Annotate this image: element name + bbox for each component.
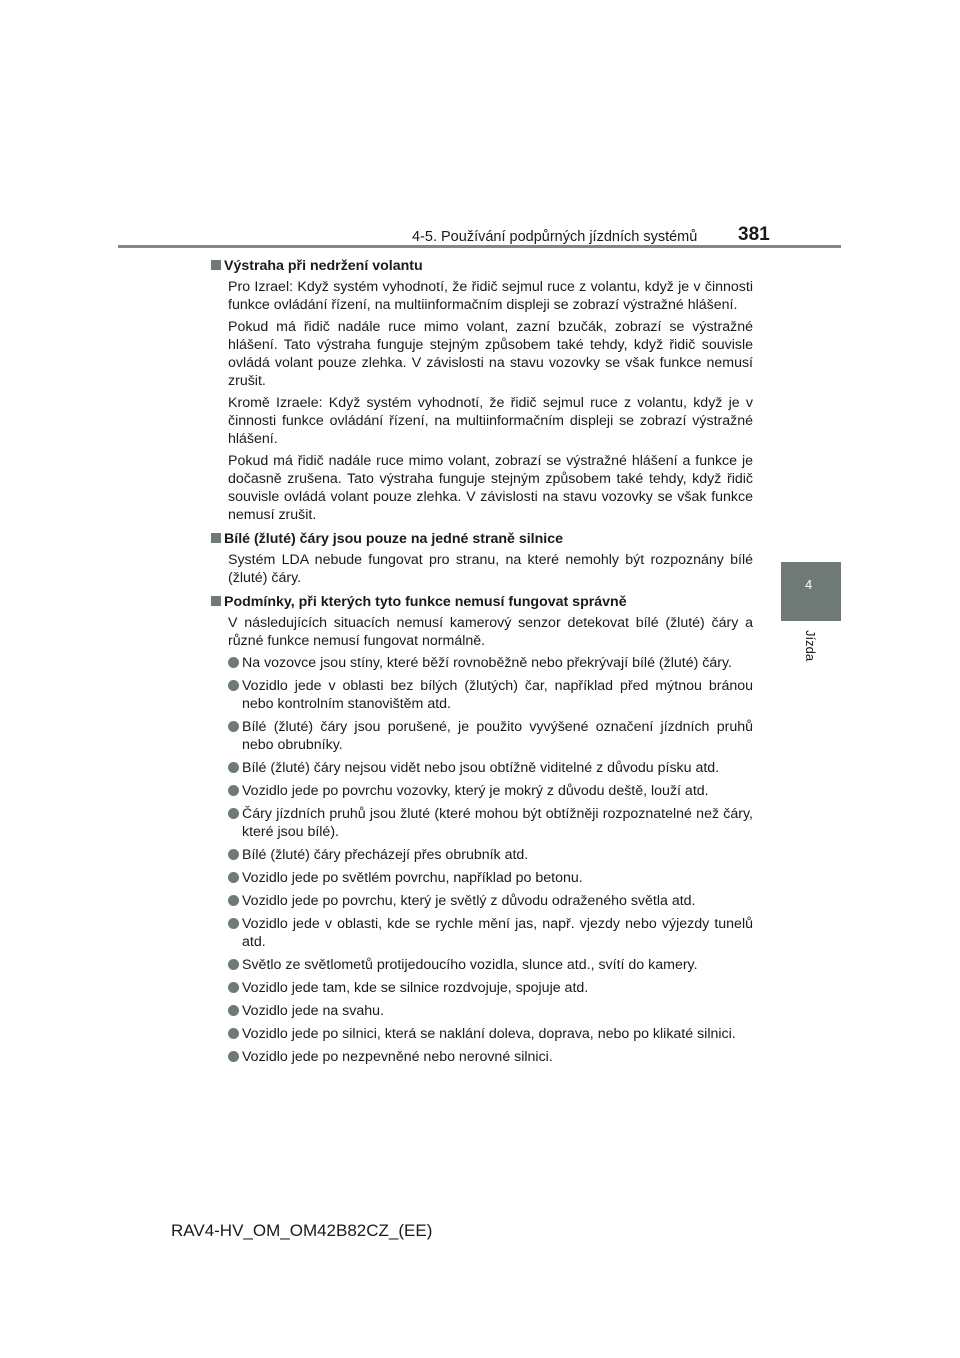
paragraph: Systém LDA nebude fungovat pro stranu, na které nemohly být rozpoznány bílé (žluté) čáry. bbox=[228, 552, 753, 586]
section-heading-text: Bílé (žluté) čáry jsou pouze na jedné straně silnice bbox=[224, 531, 564, 547]
section-heading-text: Výstraha při nedržení volantu bbox=[224, 258, 423, 274]
paragraph: Pokud má řidič nadále ruce mimo volant, zazní bzučák, zobrazí se výstražné hlášení. Tato výstraha funguje stejným způsobem také tehdy, když řidič souvisle ovládá volant pouze zlehka. V závislosti na stavu vozovky se však funkce nemusí zrušit. bbox=[228, 319, 753, 389]
list-item bbox=[228, 892, 753, 910]
paragraph: Pro Izrael: Když systém vyhodnotí, že řidič sejmul ruce z volantu, když je v činnosti funkce ovládání řízení, na multiinformačním displeji se zobrazí výstražné hlášení. bbox=[228, 279, 753, 313]
list-item-text: Světlo ze světlometů protijedoucího vozidla, slunce atd., svítí do kamery. bbox=[242, 957, 698, 973]
round-bullet-icon bbox=[228, 895, 239, 906]
round-bullet-icon bbox=[228, 762, 239, 773]
list-item bbox=[228, 677, 753, 713]
condition-list bbox=[211, 654, 753, 1066]
page-number: 381 bbox=[738, 224, 770, 245]
list-item bbox=[228, 979, 753, 997]
round-bullet-icon bbox=[228, 1028, 239, 1039]
paragraph: V následujících situacích nemusí kamerový senzor detekovat bílé (žluté) čáry a různé funkce nemusí fungovat normálně. bbox=[228, 615, 753, 649]
list-item-text: Vozidlo jede tam, kde se silnice rozdvojuje, spojuje atd. bbox=[242, 980, 589, 996]
list-item bbox=[228, 869, 753, 887]
section-conditions bbox=[211, 593, 753, 1066]
round-bullet-icon bbox=[228, 808, 239, 819]
round-bullet-icon bbox=[228, 959, 239, 970]
square-bullet-icon bbox=[211, 596, 221, 606]
round-bullet-icon bbox=[228, 657, 239, 668]
list-item-text: Vozidlo jede po povrchu vozovky, který je mokrý z důvodu deště, louží atd. bbox=[242, 783, 709, 799]
round-bullet-icon bbox=[228, 721, 239, 732]
section-heading bbox=[211, 257, 753, 275]
list-item-text: Vozidlo jede po silnici, která se naklání doleva, doprava, nebo po klikaté silnici. bbox=[242, 1026, 736, 1042]
paragraph: Kromě Izraele: Když systém vyhodnotí, že řidič sejmul ruce z volantu, když je v činnosti funkce ovládání řízení, na multiinformačním displeji se zobrazí výstražné hlášení. bbox=[228, 395, 753, 447]
section-heading-text: Podmínky, při kterých tyto funkce nemusí fungovat správně bbox=[224, 594, 627, 610]
round-bullet-icon bbox=[228, 1005, 239, 1016]
list-item bbox=[228, 1048, 753, 1066]
list-item bbox=[228, 782, 753, 800]
section-heading bbox=[211, 593, 753, 611]
list-item bbox=[228, 654, 753, 672]
list-item-text: Vozidlo jede po světlém povrchu, například po betonu. bbox=[242, 870, 583, 886]
chapter-tab-number: 4 bbox=[805, 577, 813, 592]
list-item-text: Vozidlo jede na svahu. bbox=[242, 1003, 384, 1019]
list-item bbox=[228, 718, 753, 754]
list-item-text: Vozidlo jede po nezpevněné nebo nerovné silnici. bbox=[242, 1049, 553, 1065]
round-bullet-icon bbox=[228, 982, 239, 993]
list-item-text: Čáry jízdních pruhů jsou žluté (které mohou být obtížněji rozpoznatelné než čáry, které jsou bílé). bbox=[242, 806, 753, 840]
section-heading bbox=[211, 530, 753, 548]
header-divider bbox=[118, 245, 841, 248]
page-content bbox=[211, 257, 753, 1072]
round-bullet-icon bbox=[228, 785, 239, 796]
list-item-text: Bílé (žluté) čáry přecházejí přes obrubník atd. bbox=[242, 847, 529, 863]
list-item-text: Vozidlo jede v oblasti bez bílých (žlutých) čar, například před mýtnou bránou nebo kontrolním stanovištěm atd. bbox=[242, 678, 753, 712]
paragraph: Pokud má řidič nadále ruce mimo volant, zobrazí se výstražné hlášení a funkce je dočasně zrušena. Tato výstraha funguje stejným způsobem také tehdy, když řidič souvisle ovládá volant pouze zlehka. V závislosti na stavu vozovky se však funkce nemusí zrušit. bbox=[228, 453, 753, 523]
square-bullet-icon bbox=[211, 260, 221, 270]
round-bullet-icon bbox=[228, 680, 239, 691]
list-item bbox=[228, 759, 753, 777]
list-item-text: Bílé (žluté) čáry jsou porušené, je použito vyvýšené označení jízdních pruhů nebo obrubníky. bbox=[242, 719, 753, 753]
list-item bbox=[228, 805, 753, 841]
chapter-tab-label: Jízda bbox=[803, 630, 818, 662]
list-item bbox=[228, 1002, 753, 1020]
round-bullet-icon bbox=[228, 849, 239, 860]
list-item-text: Bílé (žluté) čáry nejsou vidět nebo jsou obtížně viditelné z důvodu písku atd. bbox=[242, 760, 720, 776]
section-hands-off-warning bbox=[211, 257, 753, 524]
list-item-text: Vozidlo jede po povrchu, který je světlý z důvodu odraženého světla atd. bbox=[242, 893, 696, 909]
round-bullet-icon bbox=[228, 918, 239, 929]
list-item-text: Vozidlo jede v oblasti, kde se rychle mění jas, např. vjezdy nebo výjezdy tunelů atd. bbox=[242, 916, 753, 950]
list-item bbox=[228, 956, 753, 974]
round-bullet-icon bbox=[228, 872, 239, 883]
list-item bbox=[228, 1025, 753, 1043]
section-lines-one-side bbox=[211, 530, 753, 587]
list-item-text: Na vozovce jsou stíny, které běží rovnoběžně nebo překrývají bílé (žluté) čáry. bbox=[242, 655, 732, 671]
chapter-title: 4-5. Používání podpůrných jízdních systémů bbox=[412, 229, 698, 245]
square-bullet-icon bbox=[211, 533, 221, 543]
document-code: RAV4-HV_OM_OM42B82CZ_(EE) bbox=[171, 1221, 433, 1240]
round-bullet-icon bbox=[228, 1051, 239, 1062]
list-item bbox=[228, 846, 753, 864]
list-item bbox=[228, 915, 753, 951]
